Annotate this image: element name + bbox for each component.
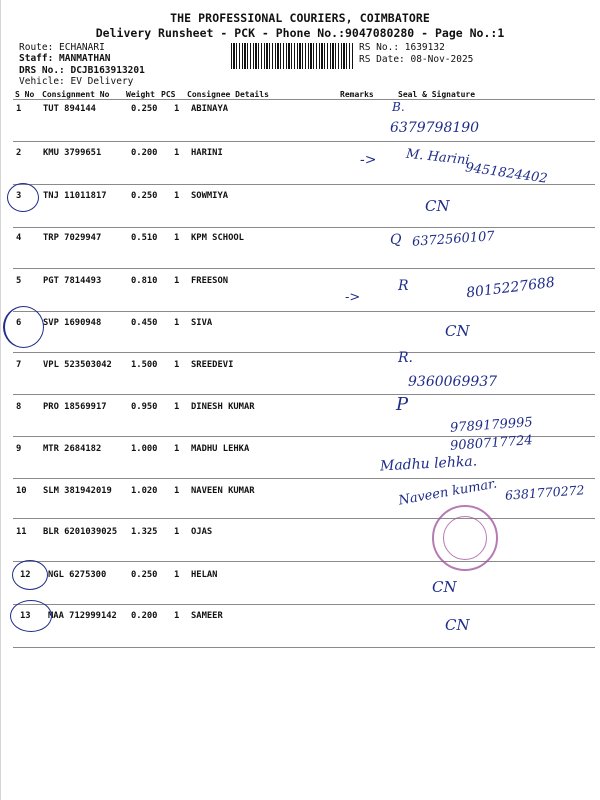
row-sno: 4 [16, 233, 22, 243]
row-weight: 0.450 [131, 318, 158, 328]
row-divider [13, 184, 595, 185]
hand-circle-row-6 [3, 306, 44, 348]
hand-circle-row-13 [10, 600, 52, 632]
row-consignment: SVP 1690948 [43, 318, 102, 328]
row-consignment: TNJ 11011817 [43, 191, 107, 201]
handwritten-arrow-row-2: -> [360, 152, 377, 168]
barcode [231, 43, 353, 69]
row-divider [13, 311, 595, 312]
row-pcs: 1 [174, 318, 180, 328]
signature-row-4: Q [390, 232, 402, 248]
row-consignee: SREEDEVI [191, 360, 234, 370]
row-sno: 13 [20, 611, 31, 621]
col-sno: S No [15, 90, 35, 99]
row-consignment: TRP 7029947 [43, 233, 102, 243]
row-weight: 1.500 [131, 360, 158, 370]
row-sno: 5 [16, 276, 22, 286]
row-pcs: 1 [174, 148, 180, 158]
row-pcs: 1 [174, 444, 180, 454]
handwritten-arrow-row-5: -> [345, 290, 361, 305]
row-pcs: 1 [174, 360, 180, 370]
row-consignment: NGL 6275300 [48, 570, 107, 580]
row-pcs: 1 [174, 191, 180, 201]
row-divider [13, 647, 595, 648]
handwritten-phone-row-2: 9451824402 [464, 160, 549, 187]
staff-label: Staff: MANMATHAN [19, 53, 111, 64]
row-pcs: 1 [174, 276, 180, 286]
page-edge [0, 0, 13, 800]
col-pcs: PCS [161, 90, 176, 99]
row-divider [13, 394, 595, 395]
row-divider [13, 518, 595, 519]
row-consignment: MAA 712999142 [48, 611, 117, 621]
row-pcs: 1 [174, 233, 180, 243]
row-divider [13, 227, 595, 228]
document-title: THE PROFESSIONAL COURIERS, COIMBATORE [170, 11, 430, 25]
row-divider [13, 268, 595, 269]
row-weight: 0.810 [131, 276, 158, 286]
signature-row-1: B. [392, 100, 405, 114]
initials-row-12: CN [432, 578, 457, 596]
rs-date: RS Date: 08-Nov-2025 [359, 54, 474, 65]
row-weight: 1.000 [131, 444, 158, 454]
header-rule [13, 99, 595, 100]
row-consignee: NAVEEN KUMAR [191, 486, 255, 496]
row-pcs: 1 [174, 570, 180, 580]
row-sno: 7 [16, 360, 22, 370]
col-consignment: Consignment No [42, 90, 110, 99]
row-consignment: VPL 523503042 [43, 360, 112, 370]
row-divider [13, 141, 595, 142]
row-consignee: SAMEER [191, 611, 223, 621]
signature-row-7: R. [398, 350, 413, 366]
initials-row-3: CN [425, 197, 450, 215]
row-weight: 0.250 [131, 191, 158, 201]
row-weight: 0.510 [131, 233, 158, 243]
handwritten-phone-row-10: 6381770272 [504, 482, 585, 503]
row-consignment: PGT 7814493 [43, 276, 102, 286]
handwritten-name-row-9: Madhu lehka. [379, 453, 478, 475]
hand-circle-row-12 [12, 560, 48, 590]
rs-number: RS No.: 1639132 [359, 42, 445, 53]
row-sno: 11 [16, 527, 27, 537]
row-consignment: TUT 894144 [43, 104, 96, 114]
row-sno: 6 [16, 318, 22, 328]
row-consignee: HARINI [191, 148, 223, 158]
row-consignee: OJAS [191, 527, 213, 537]
vehicle-label: Vehicle: EV Delivery [19, 76, 134, 87]
row-pcs: 1 [174, 486, 180, 496]
col-remarks: Remarks [340, 90, 374, 99]
drs-number: DRS No.: DCJB163913201 [19, 65, 145, 76]
handwritten-phone-row-4: 6372560107 [411, 229, 496, 250]
row-consignment: PRO 18569917 [43, 402, 107, 412]
handwritten-phone2-row-8: 9080717724 [449, 433, 534, 454]
row-weight: 1.325 [131, 527, 158, 537]
row-sno: 8 [16, 402, 22, 412]
row-sno: 2 [16, 148, 22, 158]
row-divider [13, 561, 595, 562]
col-consignee: Consignee Details [187, 90, 269, 99]
row-weight: 0.250 [131, 104, 158, 114]
row-sno: 12 [20, 570, 31, 580]
row-consignee: FREESON [191, 276, 229, 286]
row-pcs: 1 [174, 104, 180, 114]
row-consignee: ABINAYA [191, 104, 229, 114]
row-divider [13, 604, 595, 605]
row-consignee: HELAN [191, 570, 218, 580]
col-weight: Weight [126, 90, 155, 99]
row-weight: 1.020 [131, 486, 158, 496]
handwritten-phone-row-5: 8015227688 [465, 274, 556, 302]
row-pcs: 1 [174, 527, 180, 537]
row-sno: 10 [16, 486, 27, 496]
route-label: Route: ECHANARI [19, 42, 105, 53]
initials-row-6: CN [445, 322, 470, 340]
initials-row-13: CN [445, 616, 470, 634]
row-weight: 0.250 [131, 570, 158, 580]
company-seal-stamp [432, 505, 498, 571]
document-subtitle: Delivery Runsheet - PCK - Phone No.:9047080280 - Page No.:1 [95, 26, 505, 40]
row-weight: 0.950 [131, 402, 158, 412]
hand-circle-row-3 [7, 183, 39, 212]
row-consignee: SIVA [191, 318, 213, 328]
handwritten-phone-row-7: 9360069937 [408, 374, 498, 390]
row-consignment: KMU 3799651 [43, 148, 102, 158]
handwritten-phone-row-1: 6379798190 [390, 120, 480, 136]
signature-row-5: R [398, 278, 409, 294]
row-consignee: MADHU LEHKA [191, 444, 250, 454]
row-consignee: SOWMIYA [191, 191, 229, 201]
signature-row-8: P [396, 394, 409, 415]
row-divider [13, 478, 595, 479]
row-weight: 0.200 [131, 148, 158, 158]
row-sno: 1 [16, 104, 22, 114]
col-seal-signature: Seal & Signature [398, 90, 476, 99]
row-consignee: DINESH KUMAR [191, 402, 255, 412]
row-weight: 0.200 [131, 611, 158, 621]
row-consignment: MTR 2684182 [43, 444, 102, 454]
handwritten-name-row-10: Naveen kumar. [397, 476, 499, 509]
handwritten-name-row-2: M. Harini [405, 146, 471, 169]
handwritten-phone1-row-8: 9789179995 [449, 415, 534, 436]
row-pcs: 1 [174, 611, 180, 621]
row-sno: 3 [16, 191, 22, 201]
row-sno: 9 [16, 444, 22, 454]
row-pcs: 1 [174, 402, 180, 412]
row-consignment: SLM 381942019 [43, 486, 112, 496]
row-divider [13, 352, 595, 353]
row-consignment: BLR 6201039025 [43, 527, 118, 537]
row-consignee: KPM SCHOOL [191, 233, 244, 243]
